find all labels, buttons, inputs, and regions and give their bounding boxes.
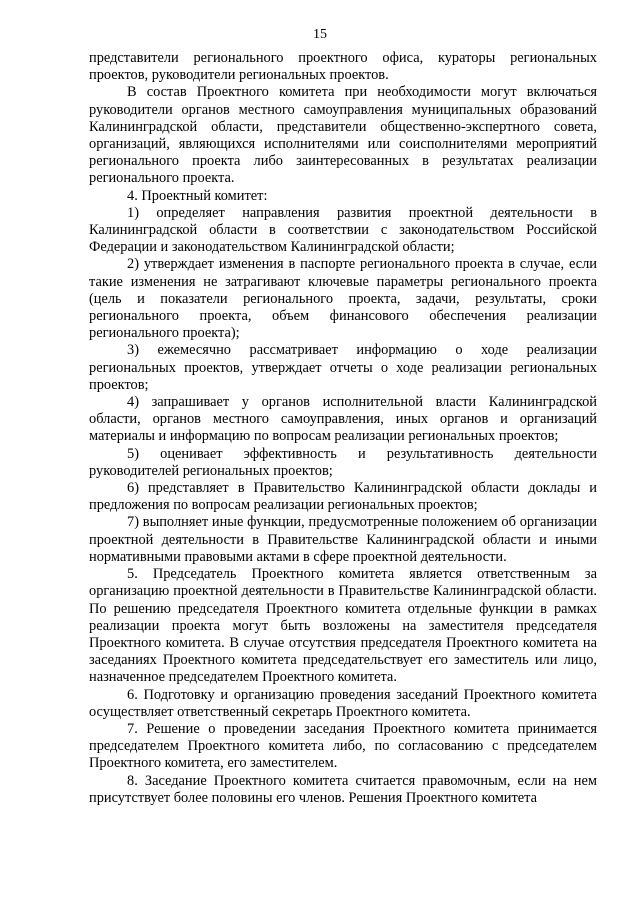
page-number: 15 [313,27,327,42]
paragraph-section-4-heading: 4. Проектный комитет: [127,187,268,204]
list-item-4-5: 5) оценивает эффективность и результативность деятельности руководителей региональных проектов; [89,445,597,479]
paragraph-section-6: 6. Подготовку и организацию проведения заседаний Проектного комитета осуществляет ответственный секретарь Проектного комитета. [89,686,597,720]
list-item-4-6: 6) представляет в Правительство Калининградской области доклады и предложения по вопросам реализации региональных проектов; [89,480,597,514]
list-item-4-2: 2) утверждает изменения в паспорте регионального проекта в случае, если такие изменения не затрагивают ключевые параметры регионального проекта (цель и показатели регионального проекта, задачи, результаты, сроки регионального проекта, объем финансового обеспечения реализации регионального проекта); [89,256,597,342]
list-item-4-4: 4) запрашивает у органов исполнительной власти Калининградской области, органов местного самоуправления, иных органов и организаций материалы и информацию по вопросам реализации региональных проектов; [89,394,597,445]
list-item-4-1: 1) определяет направления развития проектной деятельности в Калининградской области в соответствии с законодательством Российской Федерации и законодательством Калининградской области; [89,204,597,256]
list-item-4-3: 3) ежемесячно рассматривает информацию о ходе реализации региональных проектов, утверждает отчеты о ходе реализации региональных проектов; [89,342,597,393]
paragraph-section-7: 7. Решение о проведении заседания Проектного комитета принимается председателем Проектного комитета либо, по согласованию с председателем Проектного комитета, его заместителем. [89,720,597,772]
paragraph-continuation: представители регионального проектного офиса, кураторы региональных проектов, руководители региональных проектов. [89,50,597,84]
paragraph-committee-composition: В состав Проектного комитета при необходимости могут включаться руководители органов местного самоуправления муниципальных образований Калининградской области, представители общественно-экспертного совета, организаций, являющихся исполнителями или соисполнителями мероприятий регионального проекта либо заинтересованных в результатах реализации регионального проекта. [89,84,597,187]
paragraph-section-8: 8. Заседание Проектного комитета считается правомочным, если на нем присутствует более половины его членов. Решения Проектного комитета [89,772,597,806]
paragraph-section-5: 5. Председатель Проектного комитета является ответственным за организацию проектной деятельности в Правительстве Калининградской области. По решению председателя Проектного комитета отдельные функции в рамках реализации проекта могут быть возложены на заместителя председателя Проектного комитета. В случае отсутствия председателя Проектного комитета на заседаниях Проектного комитета председательствует его заместитель или лицо, назначенное председателем Проектного комитета. [89,566,597,686]
list-item-4-7: 7) выполняет иные функции, предусмотренные положением об организации проектной деятельности в Правительстве Калининградской области и иными нормативными правовыми актами в сфере проектной деятельности. [89,514,597,565]
document-body [89,50,597,807]
